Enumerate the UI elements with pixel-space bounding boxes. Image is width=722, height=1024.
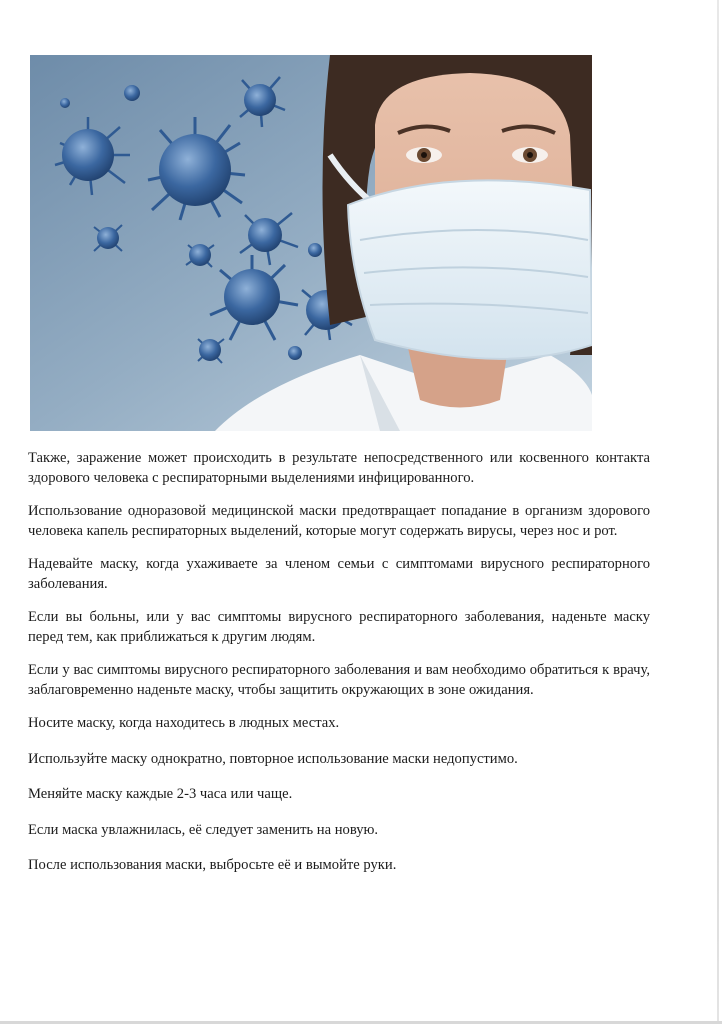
- paragraph-disposal: После использования маски, выбросьте её и вымойте руки.: [28, 857, 397, 873]
- header-illustration: [30, 55, 592, 431]
- paragraph-transmission: Также, заражение может происходить в результате непосредственного или косвенного контакта здорового человека с респираторными выделениями инфицированного.: [28, 450, 650, 486]
- paragraph-single-use: Используйте маску однократно, повторное использование маски недопустимо.: [28, 750, 518, 767]
- paragraph-wet-mask: Если маска увлажнилась, её следует заменить на новую.: [28, 821, 379, 838]
- paragraph-visiting-doctor: Если у вас симптомы вирусного респираторного заболевания и вам необходимо обратиться к врачу, заблаговременно наденьте маску, чтобы защитить окружающих в зоне ожидания.: [28, 662, 650, 698]
- paragraph-mask-protection: Использование одноразовой медицинской маски предотвращает попадание в организм здорового человека капель респираторных выделений, которые могут содержать вирусы, через нос и рот.: [28, 503, 650, 539]
- paragraph-crowded-places: Носите маску, когда находитесь в людных местах.: [28, 715, 340, 731]
- article-body: [28, 449, 650, 892]
- page-scan-edge: [717, 0, 719, 1024]
- paragraph-if-sick: Если вы больны, или у вас симптомы вирусного респираторного заболевания, наденьте маску перед тем, как приближаться к другим людям.: [28, 609, 650, 645]
- paragraph-caring-for-family: Надевайте маску, когда ухаживаете за членом семьи с симптомами вирусного респираторного заболевания.: [28, 556, 650, 592]
- paragraph-change-frequency: Меняйте маску каждые 2-3 часа или чаще.: [28, 786, 293, 802]
